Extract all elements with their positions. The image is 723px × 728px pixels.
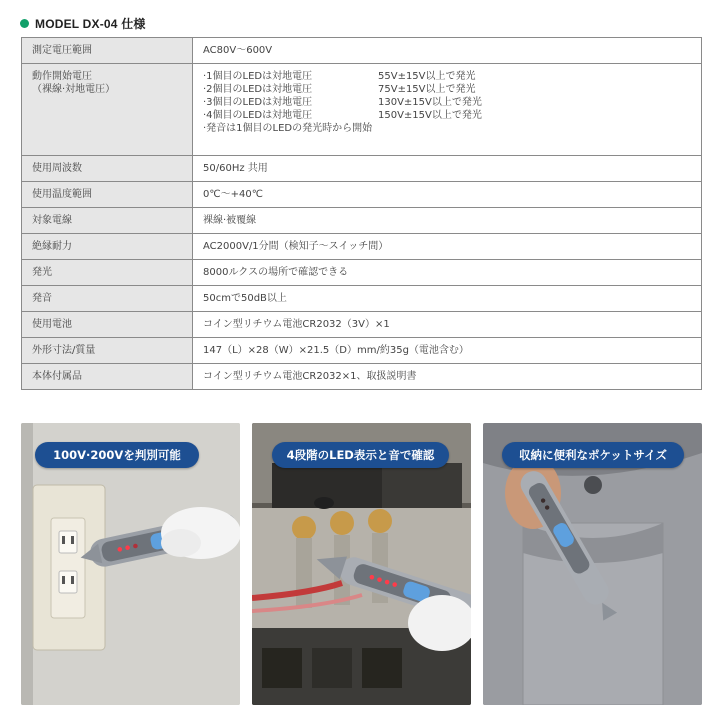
table-row xyxy=(22,156,702,182)
table-row xyxy=(22,364,702,390)
table-row xyxy=(22,338,702,364)
value-text: ·発音は1個目のLEDの発光時から開始 xyxy=(203,123,373,134)
row-label: 測定電圧範囲 xyxy=(22,38,193,64)
row-value: 8000ルクスの場所で確認できる xyxy=(193,260,702,286)
row-label: 対象電線 xyxy=(22,208,193,234)
photo-outlet xyxy=(21,423,240,705)
value-text: 75V±15V以上で発光 xyxy=(378,84,476,95)
row-value: AC80V～600V xyxy=(193,38,702,64)
photo-pocket xyxy=(483,423,702,705)
value-line xyxy=(203,70,691,83)
table-row xyxy=(22,260,702,286)
spec-table xyxy=(21,37,702,390)
row-label xyxy=(22,64,193,156)
table-row xyxy=(22,234,702,260)
value-text: ·3個目のLEDは対地電圧 xyxy=(203,97,313,108)
value-text: 150V±15V以上で発光 xyxy=(378,110,482,121)
row-label: 発光 xyxy=(22,260,193,286)
photo-strip xyxy=(0,423,723,705)
badge-led: 4段階のLED表示と音で確認 xyxy=(272,442,449,468)
table-row xyxy=(22,312,702,338)
badge-pocket: 収納に便利なポケットサイズ xyxy=(502,442,684,468)
value-line xyxy=(203,122,691,135)
value-text: 130V±15V以上で発光 xyxy=(378,97,482,108)
badge-voltage: 100V·200Vを判別可能 xyxy=(35,442,199,468)
row-label: 使用温度範囲 xyxy=(22,182,193,208)
table-row xyxy=(22,182,702,208)
value-text: ·2個目のLEDは対地電圧 xyxy=(203,84,313,95)
row-value: 50cmで50dB以上 xyxy=(193,286,702,312)
spec-heading xyxy=(20,10,146,36)
table-row xyxy=(22,286,702,312)
row-value: 147（L）×28（W）×21.5（D）mm/約35g（電池含む） xyxy=(193,338,702,364)
row-label-line: 動作開始電圧 xyxy=(32,71,92,82)
row-label: 本体付属品 xyxy=(22,364,193,390)
row-value: 0℃～+40℃ xyxy=(193,182,702,208)
table-row xyxy=(22,208,702,234)
row-label: 使用周波数 xyxy=(22,156,193,182)
row-value: AC2000V/1分間（検知子～スイッチ間） xyxy=(193,234,702,260)
row-label: 発音 xyxy=(22,286,193,312)
row-label-line: （裸線·対地電圧） xyxy=(32,84,116,95)
value-line xyxy=(203,109,691,122)
table-row xyxy=(22,64,702,156)
value-text: ·1個目のLEDは対地電圧 xyxy=(203,71,313,82)
value-line xyxy=(203,83,691,96)
bullet-dot-icon xyxy=(20,19,29,28)
row-label: 絶縁耐力 xyxy=(22,234,193,260)
row-value xyxy=(193,64,702,156)
table-row xyxy=(22,38,702,64)
row-label: 使用電池 xyxy=(22,312,193,338)
spec-title: MODEL DX-04 仕様 xyxy=(35,16,146,31)
row-label: 外形寸法/質量 xyxy=(22,338,193,364)
row-value: 50/60Hz 共用 xyxy=(193,156,702,182)
row-value: コイン型リチウム電池CR2032×1、取扱説明書 xyxy=(193,364,702,390)
row-value: 裸線·被覆線 xyxy=(193,208,702,234)
value-text: 55V±15V以上で発光 xyxy=(378,71,476,82)
row-value: コイン型リチウム電池CR2032（3V）×1 xyxy=(193,312,702,338)
value-line xyxy=(203,96,691,109)
photo-panel xyxy=(252,423,471,705)
value-text: ·4個目のLEDは対地電圧 xyxy=(203,110,313,121)
